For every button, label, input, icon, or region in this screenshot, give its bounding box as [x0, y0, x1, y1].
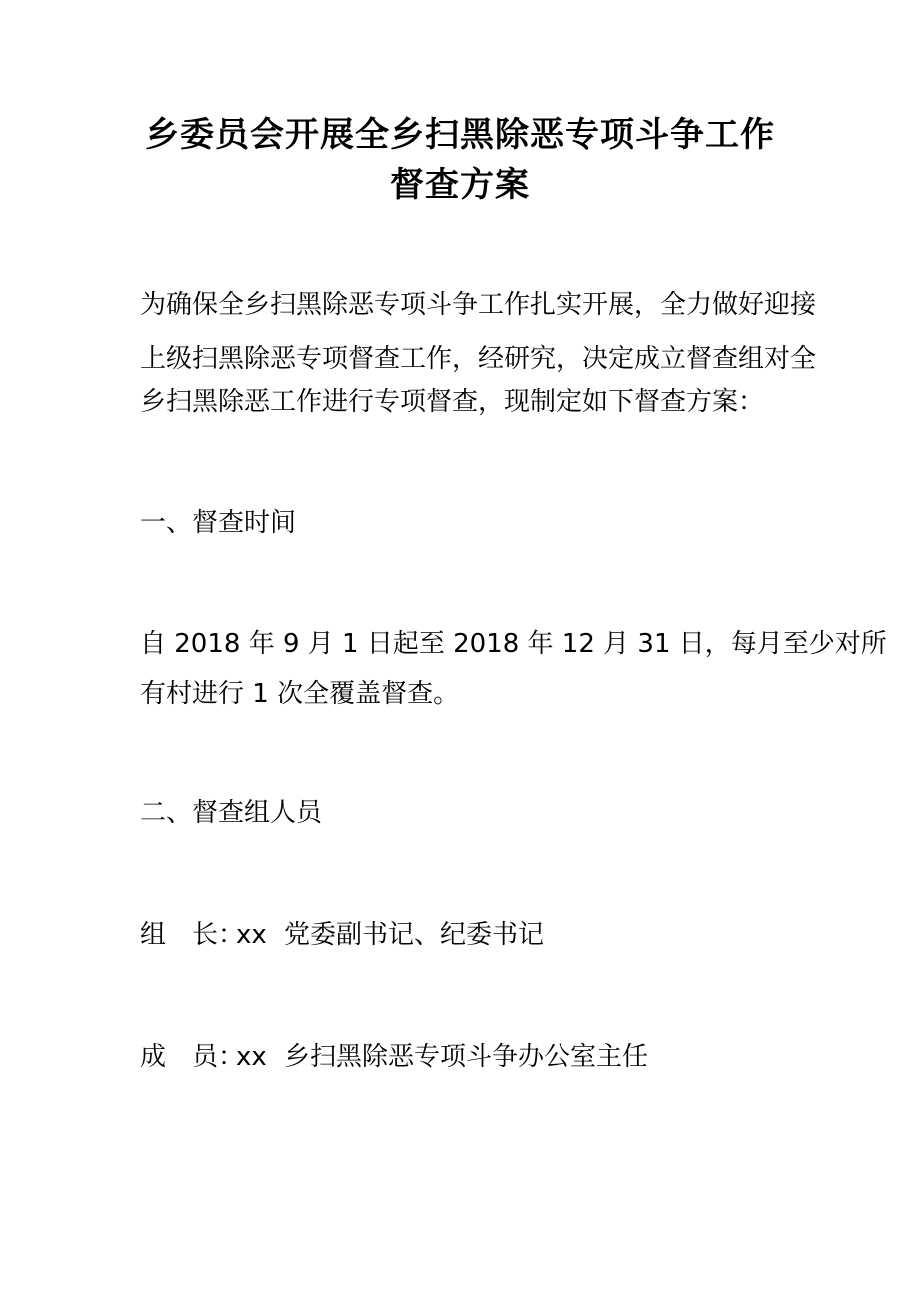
intro-line-1: 为确保全乡扫黑除恶专项斗争工作扎实开展，全力做好迎接	[140, 290, 817, 320]
member-name: xx	[236, 920, 267, 950]
section-time-line-2: 有村进行 1 次全覆盖督查。	[140, 679, 460, 709]
intro-line-3: 乡扫黑除恶工作进行专项督查，现制定如下督查方案：	[140, 387, 765, 417]
section-time-line-1: 自 2018 年 9 月 1 日起至 2018 年 12 月 31 日，每月至少对所	[140, 629, 887, 659]
document-title-line-2: 督查方案	[390, 165, 530, 205]
section-heading-members: 二、督查组人员	[140, 798, 323, 828]
member-position: 乡扫黑除恶专项斗争办公室主任	[284, 1042, 649, 1072]
member-role-label: 成 员：	[140, 1042, 245, 1072]
intro-line-2: 上级扫黑除恶专项督查工作，经研究，决定成立督查组对全	[140, 344, 817, 374]
member-row-leader	[140, 917, 790, 953]
member-position: 党委副书记、纪委书记	[284, 920, 545, 950]
section-heading-time: 一、督查时间	[140, 508, 297, 538]
member-role-label: 组 长：	[140, 920, 245, 950]
document-title-line-1: 乡委员会开展全乡扫黑除恶专项斗争工作	[145, 115, 775, 155]
member-name: xx	[236, 1042, 267, 1072]
member-row-member	[140, 1039, 790, 1075]
